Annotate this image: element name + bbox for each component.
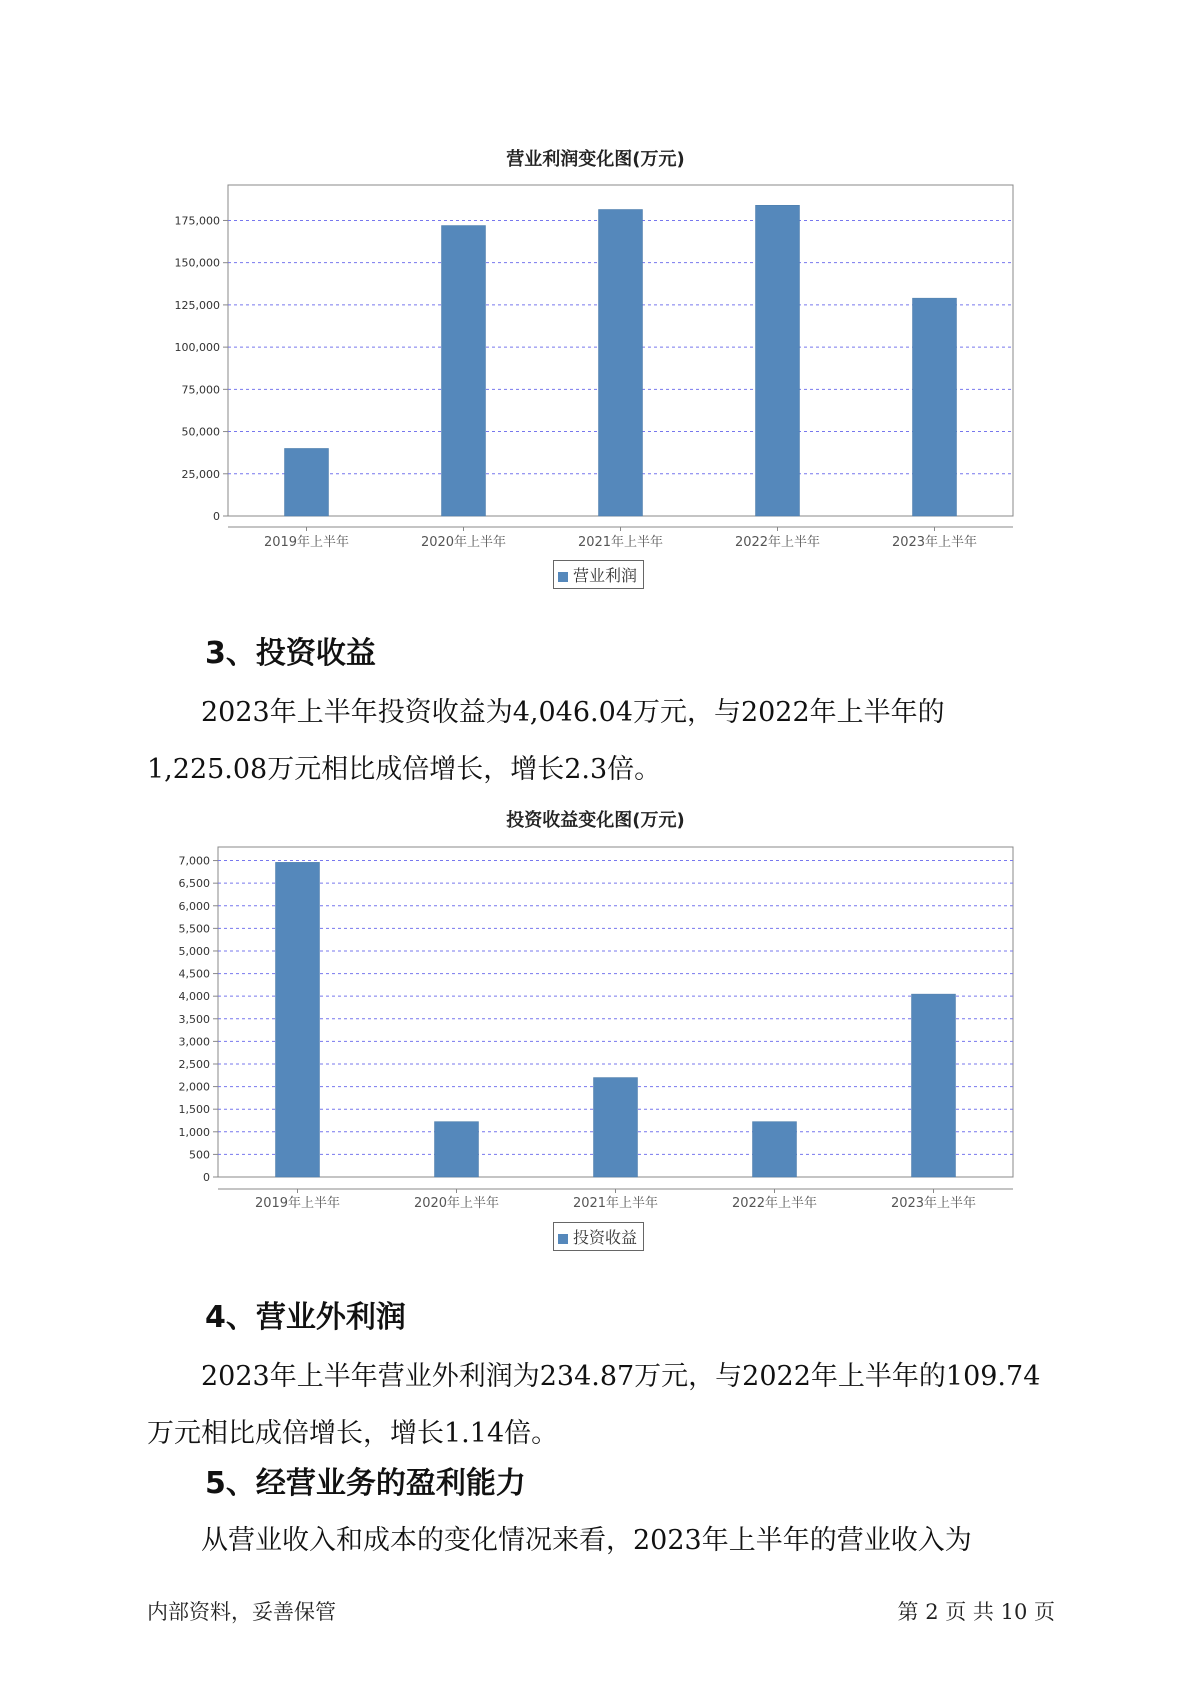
x-tick-label: 2019年上半年	[263, 535, 350, 550]
y-tick-label: 100,000	[174, 341, 220, 355]
chart-2-investment-income	[0, 830, 1191, 1230]
y-tick-label: 1,000	[178, 1125, 210, 1139]
y-tick-label: 6,500	[178, 877, 210, 891]
y-tick-label: 50,000	[181, 425, 220, 439]
x-tick-label: 2019年上半年	[254, 1196, 341, 1211]
legend-swatch-icon	[558, 1234, 568, 1244]
y-tick-label: 7,000	[178, 854, 210, 868]
x-tick-label: 2022年上半年	[734, 535, 821, 550]
x-tick-label: 2020年上半年	[420, 535, 507, 550]
chart-1-legend	[553, 560, 644, 589]
bar	[285, 448, 329, 516]
bar	[276, 862, 320, 1177]
bar	[756, 205, 800, 516]
y-tick-label: 6,000	[178, 899, 210, 913]
y-tick-label: 0	[213, 510, 220, 523]
chart-1-operating-profit	[0, 160, 1191, 680]
y-tick-label: 3,000	[178, 1035, 210, 1049]
y-tick-label: 4,000	[178, 990, 210, 1004]
y-tick-label: 150,000	[174, 256, 220, 270]
bar	[912, 994, 956, 1177]
legend-swatch-icon	[558, 572, 568, 582]
x-tick-label: 2020年上半年	[413, 1196, 500, 1211]
x-tick-label: 2021年上半年	[572, 1196, 659, 1211]
bar	[599, 209, 643, 516]
chart-1-title: 营业利润变化图(万元)	[506, 149, 685, 170]
y-tick-label: 2,500	[178, 1057, 210, 1071]
y-tick-label: 75,000	[181, 383, 220, 397]
y-tick-label: 3,500	[178, 1012, 210, 1026]
section-4-paragraph: 2023年上半年营业外利润为234.87万元，与2022年上半年的109.74万元相比成倍增长，增长1.14倍。	[147, 1361, 1041, 1449]
y-tick-label: 500	[189, 1148, 210, 1162]
y-tick-label: 5,000	[178, 944, 210, 958]
y-tick-label: 1,500	[178, 1103, 210, 1117]
section-5-heading: 5、经营业务的盈利能力	[205, 1466, 526, 1501]
y-tick-label: 5,500	[178, 922, 210, 936]
y-tick-label: 2,000	[178, 1080, 210, 1094]
section-3-paragraph: 2023年上半年投资收益为4,046.04万元，与2022年上半年的1,225.08万元相比成倍增长，增长2.3倍。	[147, 697, 945, 785]
x-tick-label: 2021年上半年	[577, 535, 664, 550]
x-tick-label: 2022年上半年	[731, 1196, 818, 1211]
footer-note: 内部资料，妥善保管	[147, 1600, 336, 1624]
bar	[913, 298, 957, 516]
y-tick-label: 0	[203, 1171, 210, 1184]
y-tick-label: 4,500	[178, 967, 210, 981]
footer-page-number: 第 2 页 共 10 页	[897, 1600, 1055, 1624]
y-tick-label: 125,000	[174, 298, 220, 312]
y-tick-label: 175,000	[174, 214, 220, 228]
bar	[753, 1122, 797, 1177]
x-tick-label: 2023年上半年	[891, 535, 978, 550]
section-3-heading: 3、投资收益	[205, 636, 376, 671]
bar	[435, 1122, 479, 1177]
bar	[442, 226, 486, 516]
bar	[594, 1078, 638, 1177]
chart-2-title: 投资收益变化图(万元)	[506, 810, 685, 831]
x-tick-label: 2023年上半年	[890, 1196, 977, 1211]
y-tick-label: 25,000	[181, 467, 220, 481]
chart-2-legend-label: 投资收益	[573, 1228, 638, 1247]
section-5-paragraph: 从营业收入和成本的变化情况来看，2023年上半年的营业收入为	[201, 1525, 972, 1556]
chart-2-legend	[553, 1222, 644, 1251]
section-4-heading: 4、营业外利润	[205, 1300, 406, 1335]
chart-1-legend-label: 营业利润	[573, 566, 638, 585]
